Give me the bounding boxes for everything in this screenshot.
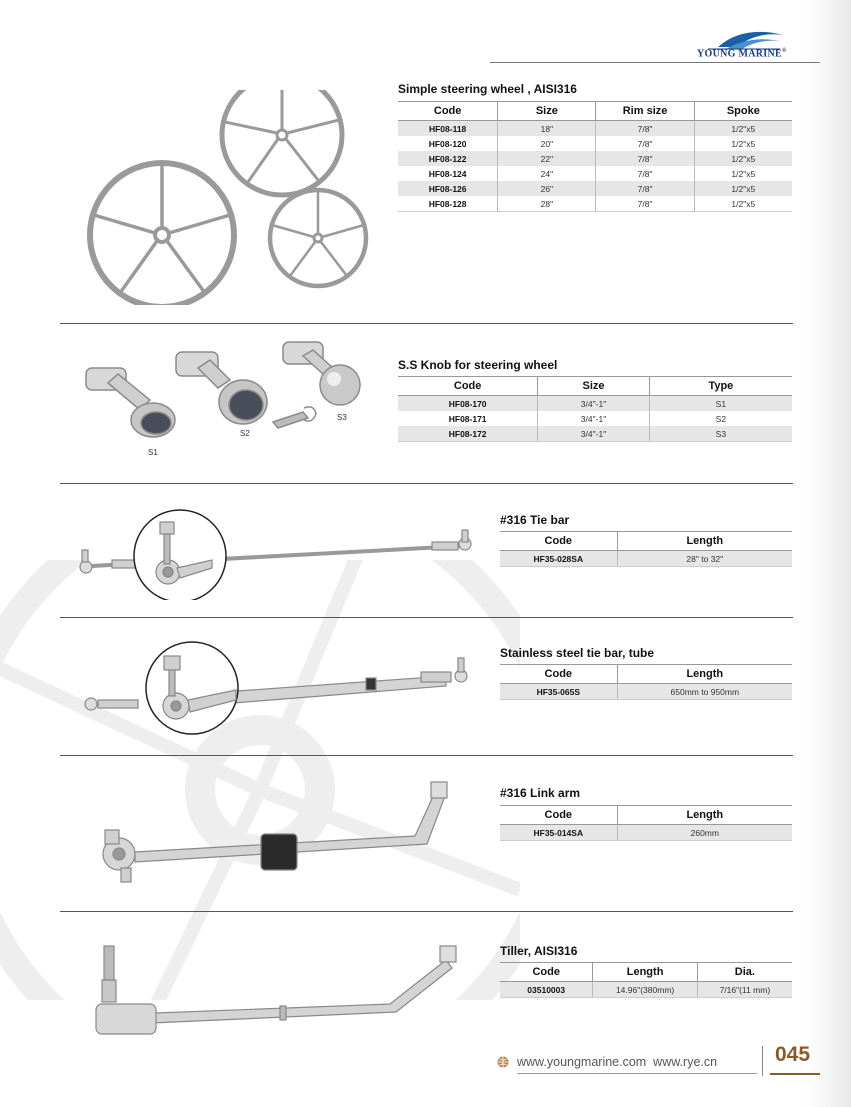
cell-length: 260mm: [617, 825, 792, 841]
cell-spoke: 1/2"x5: [694, 151, 792, 166]
column-header-size: Size: [498, 102, 596, 121]
tie-bar-spec-table: [500, 531, 792, 567]
cell-rim-size: 7/8": [596, 181, 694, 196]
section-title-tube-tie-bar: Stainless steel tie bar, tube: [500, 646, 655, 660]
tie-bar-photo: [72, 500, 482, 600]
cell-rim-size: 7/8": [596, 121, 694, 137]
link-arm-spec-table: [500, 805, 792, 841]
cell-length: 28" to 32": [617, 551, 792, 567]
table-row: [500, 825, 792, 841]
table-header-row: [500, 806, 792, 825]
cell-type: S1: [649, 396, 792, 412]
column-header-rim-size: Rim size: [596, 102, 694, 121]
column-header-type: Type: [649, 377, 792, 396]
cell-type: S2: [649, 411, 792, 426]
globe-icon: [497, 1056, 509, 1068]
cell-spoke: 1/2"x5: [694, 181, 792, 196]
section-divider: [60, 323, 793, 324]
footer-separator: [762, 1046, 763, 1076]
column-header-length: Length: [617, 806, 792, 825]
cell-type: S3: [649, 426, 792, 442]
steering-knob-photo: [78, 338, 378, 456]
column-header-code: Code: [500, 806, 617, 825]
table-row: [398, 426, 792, 442]
cell-rim-size: 7/8": [596, 166, 694, 181]
tube-tie-bar-spec-table: [500, 664, 792, 700]
column-header-spoke: Spoke: [694, 102, 792, 121]
section-title-tiller: Tiller, AISI316: [500, 944, 578, 958]
knob-caption-s1: S1: [148, 448, 158, 457]
cell-rim-size: 7/8": [596, 196, 694, 212]
section-title-knob: S.S Knob for steering wheel: [398, 358, 558, 372]
steering-wheel-photo: [85, 90, 375, 305]
table-row: [398, 411, 792, 426]
knob-spec-table: [398, 376, 792, 442]
cell-spoke: 1/2"x5: [694, 196, 792, 212]
table-row: [398, 166, 792, 181]
cell-code: HF08-122: [398, 151, 498, 166]
steering-wheel-spec-table: [398, 101, 792, 212]
footer-website-links[interactable]: www.youngmarine.com www.rye.cn: [517, 1055, 718, 1069]
column-header-length: Length: [593, 963, 697, 982]
section-title-tie-bar: #316 Tie bar: [500, 513, 570, 527]
cell-rim-size: 7/8": [596, 151, 694, 166]
cell-size: 26": [498, 181, 596, 196]
table-row: [398, 181, 792, 196]
column-header-dia: Dia.: [697, 963, 792, 982]
table-row: [398, 151, 792, 166]
page-number: 045: [775, 1043, 811, 1066]
table-row: [398, 121, 792, 137]
cell-code: HF08-120: [428, 138, 467, 149]
table-row: [500, 551, 792, 567]
table-header-row: [398, 102, 792, 121]
table-header-row: [500, 532, 792, 551]
column-header-code: Code: [398, 102, 498, 121]
cell-size: 18": [498, 121, 596, 137]
column-header-length: Length: [617, 532, 792, 551]
section-divider: [60, 755, 793, 756]
cell-code: 03510003: [500, 982, 593, 998]
cell-spoke: 1/2"x5: [694, 166, 792, 181]
section-divider: [60, 617, 793, 618]
cell-code: HF08-128: [398, 196, 498, 212]
cell-length: 650mm to 950mm: [617, 684, 792, 700]
section-title-steering-wheel: Simple steering wheel , AISI316: [398, 82, 577, 96]
cell-code: HF35-028SA: [500, 551, 617, 567]
page-edge-shade: [805, 0, 851, 1107]
cell-code: HF08-124: [428, 168, 467, 179]
column-header-code: Code: [500, 532, 617, 551]
cell-size: 28": [498, 196, 596, 212]
table-header-row: [398, 377, 792, 396]
section-divider: [60, 483, 793, 484]
cell-dia: 7/16"(11 mm): [697, 982, 792, 998]
footer-rule: [517, 1073, 757, 1074]
cell-code: HF08-171: [448, 413, 487, 424]
cell-size: 3/4"-1": [538, 426, 649, 442]
knob-caption-s3: S3: [337, 413, 347, 422]
cell-spoke: 1/2"x5: [694, 121, 792, 137]
cell-length: 14.96"(380mm): [593, 982, 697, 998]
cell-code: HF08-118: [398, 121, 498, 137]
cell-spoke: 1/2"x5: [694, 136, 792, 151]
header-rule: [490, 62, 820, 63]
tube-tie-bar-photo: [76, 636, 476, 746]
cell-size: 22": [498, 151, 596, 166]
tiller-spec-table: [500, 962, 792, 998]
table-row: [398, 196, 792, 212]
table-row: [398, 396, 792, 412]
cell-size: 3/4"-1": [538, 411, 649, 426]
page-number-underline: [770, 1073, 820, 1075]
cell-size: 24": [498, 166, 596, 181]
column-header-code: Code: [398, 377, 538, 396]
table-header-row: [500, 665, 792, 684]
cell-code: HF35-014SA: [500, 825, 617, 841]
cell-size: 3/4"-1": [538, 396, 649, 412]
column-header-code: Code: [500, 665, 617, 684]
section-title-link-arm: #316 Link arm: [500, 786, 581, 800]
knob-caption-s2: S2: [240, 429, 250, 438]
section-divider: [60, 911, 793, 912]
link-arm-photo: [95, 778, 455, 890]
column-header-code: Code: [500, 963, 593, 982]
cell-rim-size: 7/8": [596, 136, 694, 151]
table-header-row: [500, 963, 792, 982]
cell-size: 20": [498, 136, 596, 151]
table-row: [500, 982, 792, 998]
cell-code: HF08-170: [398, 396, 538, 412]
column-header-size: Size: [538, 377, 649, 396]
tiller-photo: [90, 940, 465, 1045]
cell-code: HF08-126: [398, 181, 498, 196]
cell-code: HF08-172: [398, 426, 538, 442]
table-row: [500, 684, 792, 700]
column-header-length: Length: [617, 665, 792, 684]
table-row: [398, 136, 792, 151]
cell-code: HF35-065S: [500, 684, 617, 700]
brand-name: YOUNG MARINE®: [697, 48, 787, 60]
